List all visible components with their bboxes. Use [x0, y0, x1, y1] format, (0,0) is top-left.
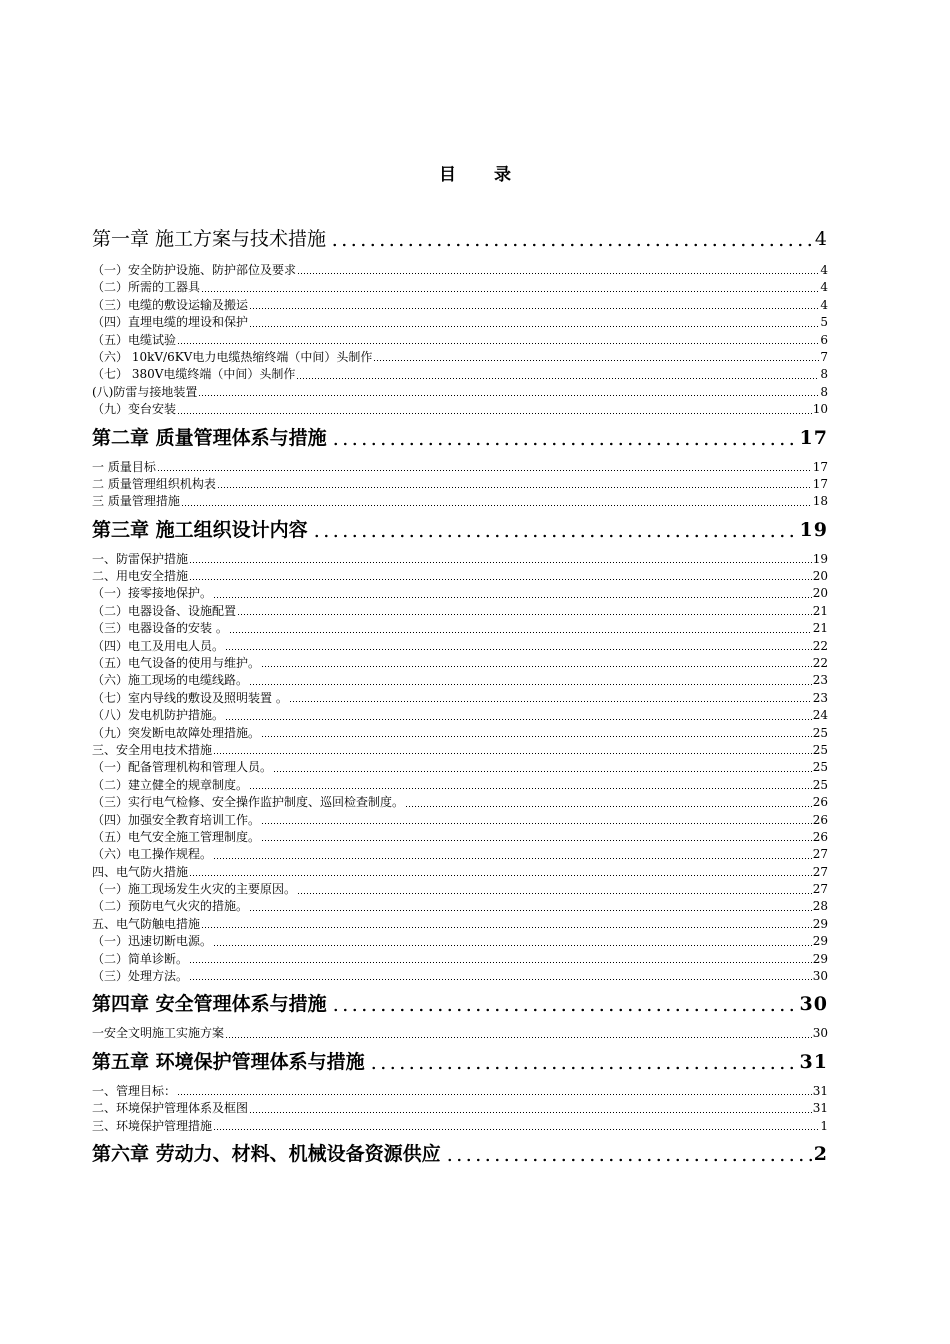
section-page-number: 28	[812, 899, 828, 914]
dot-leader	[213, 1128, 819, 1131]
section-title: （七）室内导线的敷设及照明装置 。	[92, 690, 288, 705]
toc-section-entry[interactable]	[92, 1100, 828, 1117]
chapter-page-number: 31	[799, 1050, 828, 1073]
section-title: （四）电工及用电人员。	[92, 638, 225, 653]
toc-section-entry[interactable]	[92, 620, 828, 637]
section-page-number: 27	[812, 847, 828, 862]
dot-leader	[327, 243, 814, 247]
dot-leader	[189, 561, 812, 564]
dot-leader	[181, 504, 812, 507]
toc-section-entry[interactable]	[92, 262, 828, 279]
toc-section-entry[interactable]	[92, 476, 828, 493]
toc-section-entry[interactable]	[92, 777, 828, 794]
dot-leader	[189, 578, 812, 581]
dot-leader	[198, 394, 819, 397]
toc-chapter-entry[interactable]	[92, 222, 828, 256]
section-page-number: 10	[812, 402, 828, 417]
section-page-number: 8	[820, 367, 828, 382]
section-page-number: 29	[812, 916, 828, 931]
section-title: （一）迅速切断电源。	[92, 934, 213, 949]
section-title: （一）安全防护设施、防护部位及要求	[92, 262, 297, 277]
toc-section-entry[interactable]	[92, 899, 828, 916]
toc-section-entry[interactable]	[92, 812, 828, 829]
section-page-number: 22	[812, 638, 828, 653]
dot-leader	[297, 892, 812, 895]
toc-chapter-entry[interactable]	[92, 1137, 828, 1171]
section-page-number: 17	[812, 476, 828, 491]
toc-section-entry[interactable]	[92, 568, 828, 585]
dot-leader	[213, 857, 812, 860]
dot-leader	[249, 1111, 812, 1114]
toc-section-entry[interactable]	[92, 672, 828, 689]
section-page-number: 6	[820, 332, 828, 347]
dot-leader	[261, 822, 812, 825]
section-title: 三、环境保护管理措施	[92, 1118, 213, 1133]
toc-section-entry[interactable]	[92, 707, 828, 724]
toc-section-entry[interactable]	[92, 794, 828, 811]
section-page-number: 26	[812, 812, 828, 827]
table-of-contents	[92, 222, 828, 1175]
toc-section-entry[interactable]	[92, 366, 828, 383]
toc-section-entry[interactable]	[92, 916, 828, 933]
chapter-title: 第二章 质量管理体系与措施	[92, 426, 327, 449]
section-page-number: 30	[812, 1026, 828, 1041]
dot-leader	[249, 307, 819, 310]
section-title: （七） 380V电缆终端（中间）头制作	[92, 367, 296, 382]
toc-section-entry[interactable]	[92, 829, 828, 846]
section-page-number: 19	[812, 551, 828, 566]
dot-leader	[213, 752, 812, 755]
section-title: (八)防雷与接地装置	[92, 384, 198, 399]
section-title: 五、电气防触电措施	[92, 916, 201, 931]
toc-section-entry[interactable]	[92, 1083, 828, 1100]
section-title: （四）直埋电缆的埋设和保护	[92, 315, 249, 330]
section-page-number: 24	[812, 708, 828, 723]
dot-leader	[201, 926, 812, 929]
toc-section-entry[interactable]	[92, 759, 828, 776]
toc-section-entry[interactable]	[92, 493, 828, 510]
dot-leader	[177, 342, 819, 345]
section-page-number: 22	[812, 656, 828, 671]
toc-section-entry[interactable]	[92, 690, 828, 707]
dot-leader	[225, 1036, 812, 1039]
toc-section-entry[interactable]	[92, 881, 828, 898]
dot-leader	[177, 1093, 812, 1096]
dot-leader	[225, 648, 812, 651]
dot-leader	[309, 534, 799, 538]
section-title: （二）预防电气火灾的措施。	[92, 899, 249, 914]
dot-leader	[328, 442, 799, 446]
toc-section-entry[interactable]	[92, 551, 828, 568]
dot-leader	[249, 787, 812, 790]
chapter-title: 第一章 施工方案与技术措施	[92, 228, 327, 250]
section-title: （一）施工现场发生火灾的主要原因。	[92, 882, 297, 897]
toc-section-entry[interactable]	[92, 297, 828, 314]
section-title: （三）电器设备的安装 。	[92, 621, 228, 636]
dot-leader	[213, 596, 812, 599]
section-title: （二）电器设备、设施配置	[92, 603, 237, 618]
toc-section-entry[interactable]	[92, 742, 828, 759]
dot-leader	[249, 683, 812, 686]
dot-leader	[189, 961, 812, 964]
section-page-number: 31	[812, 1083, 828, 1098]
section-title: 二、用电安全措施	[92, 569, 189, 584]
toc-section-entry[interactable]	[92, 314, 828, 331]
dot-leader	[289, 700, 812, 703]
section-title: （一）配备管理机构和管理人员。	[92, 760, 273, 775]
section-title: （四）加强安全教育培训工作。	[92, 812, 261, 827]
toc-chapter-entry[interactable]	[92, 1045, 828, 1079]
chapter-page-number: 4	[814, 228, 828, 250]
toc-section-entry[interactable]	[92, 279, 828, 296]
section-page-number: 25	[812, 777, 828, 792]
section-title: （九）变台安装	[92, 402, 177, 417]
section-title: 四、电气防火措施	[92, 864, 189, 879]
dot-leader	[201, 290, 819, 293]
toc-section-entry[interactable]	[92, 585, 828, 602]
section-title: （五）电缆试验	[92, 332, 177, 347]
section-title: 二 质量管理组织机构表	[92, 476, 216, 491]
section-page-number: 7	[820, 349, 828, 364]
section-page-number: 29	[812, 934, 828, 949]
toc-section-entry[interactable]	[92, 332, 828, 349]
dot-leader	[225, 718, 812, 721]
chapter-page-number: 30	[799, 993, 828, 1016]
section-title: 三 质量管理措施	[92, 494, 180, 509]
chapter-page-number: 19	[799, 518, 828, 541]
dot-leader	[157, 469, 812, 472]
section-page-number: 29	[812, 951, 828, 966]
section-page-number: 1	[820, 1118, 828, 1133]
dot-leader	[261, 735, 812, 738]
section-title: （三）处理方法。	[92, 969, 189, 984]
section-title: 二、环境保护管理体系及框图	[92, 1101, 249, 1116]
chapter-page-number: 2	[813, 1143, 828, 1166]
section-page-number: 23	[812, 673, 828, 688]
section-title: （五）电气设备的使用与维护。	[92, 656, 261, 671]
toc-section-entry[interactable]	[92, 951, 828, 968]
section-page-number: 4	[820, 262, 828, 277]
section-title: 三、安全用电技术措施	[92, 742, 213, 757]
section-page-number: 25	[812, 725, 828, 740]
toc-section-entry[interactable]	[92, 933, 828, 950]
toc-section-entry[interactable]	[92, 1118, 828, 1135]
section-page-number: 20	[812, 569, 828, 584]
section-title: （三）电缆的敷设运输及搬运	[92, 297, 249, 312]
section-title: （五）电气安全施工管理制度。	[92, 829, 261, 844]
section-title: （二）简单诊断。	[92, 951, 189, 966]
toc-section-entry[interactable]	[92, 384, 828, 401]
section-page-number: 30	[812, 969, 828, 984]
toc-section-entry[interactable]	[92, 1025, 828, 1042]
toc-section-entry[interactable]	[92, 349, 828, 366]
toc-section-entry[interactable]	[92, 846, 828, 863]
section-title: （三）实行电气检修、安全操作监护制度、巡回检查制度。	[92, 795, 405, 810]
section-title: （一）接零接地保护。	[92, 586, 213, 601]
dot-leader	[237, 613, 812, 616]
section-page-number: 4	[820, 297, 828, 312]
dot-leader	[373, 359, 819, 362]
section-title: 一 质量目标	[92, 459, 156, 474]
dot-leader	[273, 770, 812, 773]
section-page-number: 18	[812, 494, 828, 509]
dot-leader	[442, 1158, 813, 1162]
dot-leader	[249, 909, 812, 912]
toc-title: 目 录	[439, 165, 527, 185]
section-title: （六） 10kV/6KV电力电缆热缩终端（中间）头制作	[92, 349, 373, 364]
dot-leader	[177, 412, 812, 415]
section-page-number: 27	[812, 882, 828, 897]
section-title: （二）建立健全的规章制度。	[92, 777, 249, 792]
chapter-title: 第三章 施工组织设计内容	[92, 518, 308, 541]
toc-section-entry[interactable]	[92, 401, 828, 418]
dot-leader	[189, 978, 812, 981]
dot-leader	[297, 272, 819, 275]
section-page-number: 5	[820, 315, 828, 330]
dot-leader	[405, 805, 812, 808]
dot-leader	[366, 1066, 799, 1070]
section-page-number: 31	[812, 1101, 828, 1116]
chapter-page-number: 17	[799, 426, 828, 449]
section-page-number: 8	[820, 384, 828, 399]
toc-section-entry[interactable]	[92, 459, 828, 476]
dot-leader	[213, 944, 812, 947]
dot-leader	[261, 665, 812, 668]
section-page-number: 25	[812, 742, 828, 757]
section-title: （九）突发断电故障处理措施。	[92, 725, 261, 740]
dot-leader	[229, 631, 812, 634]
dot-leader	[189, 874, 812, 877]
section-title: 一安全文明施工实施方案	[92, 1026, 225, 1041]
section-title: 一、管理目标：	[92, 1083, 177, 1098]
chapter-title: 第五章 环境保护管理体系与措施	[92, 1050, 365, 1073]
toc-section-entry[interactable]	[92, 655, 828, 672]
dot-leader	[328, 1008, 799, 1012]
toc-chapter-entry[interactable]	[92, 513, 828, 547]
section-page-number: 21	[812, 621, 828, 636]
section-page-number: 23	[812, 690, 828, 705]
section-page-number: 26	[812, 829, 828, 844]
section-page-number: 26	[812, 795, 828, 810]
toc-chapter-entry[interactable]	[92, 987, 828, 1021]
chapter-title: 第四章 安全管理体系与措施	[92, 993, 327, 1016]
toc-chapter-entry[interactable]	[92, 421, 828, 455]
chapter-title: 第六章 劳动力、材料、机械设备资源供应	[92, 1143, 441, 1166]
section-page-number: 27	[812, 864, 828, 879]
dot-leader	[217, 486, 812, 489]
section-title: （二）所需的工器具	[92, 280, 201, 295]
dot-leader	[261, 839, 812, 842]
section-page-number: 20	[812, 586, 828, 601]
section-title: （八）发电机防护措施。	[92, 708, 225, 723]
section-page-number: 25	[812, 760, 828, 775]
toc-section-entry[interactable]	[92, 725, 828, 742]
toc-section-entry[interactable]	[92, 638, 828, 655]
section-page-number: 4	[820, 280, 828, 295]
section-title: 一、防雷保护措施	[92, 551, 189, 566]
toc-section-entry[interactable]	[92, 603, 828, 620]
section-page-number: 21	[812, 603, 828, 618]
section-title: （六）电工操作规程。	[92, 847, 213, 862]
section-page-number: 17	[812, 459, 828, 474]
toc-section-entry[interactable]	[92, 864, 828, 881]
toc-section-entry[interactable]	[92, 968, 828, 985]
dot-leader	[296, 377, 819, 380]
section-title: （六）施工现场的电缆线路。	[92, 673, 249, 688]
dot-leader	[249, 325, 819, 328]
